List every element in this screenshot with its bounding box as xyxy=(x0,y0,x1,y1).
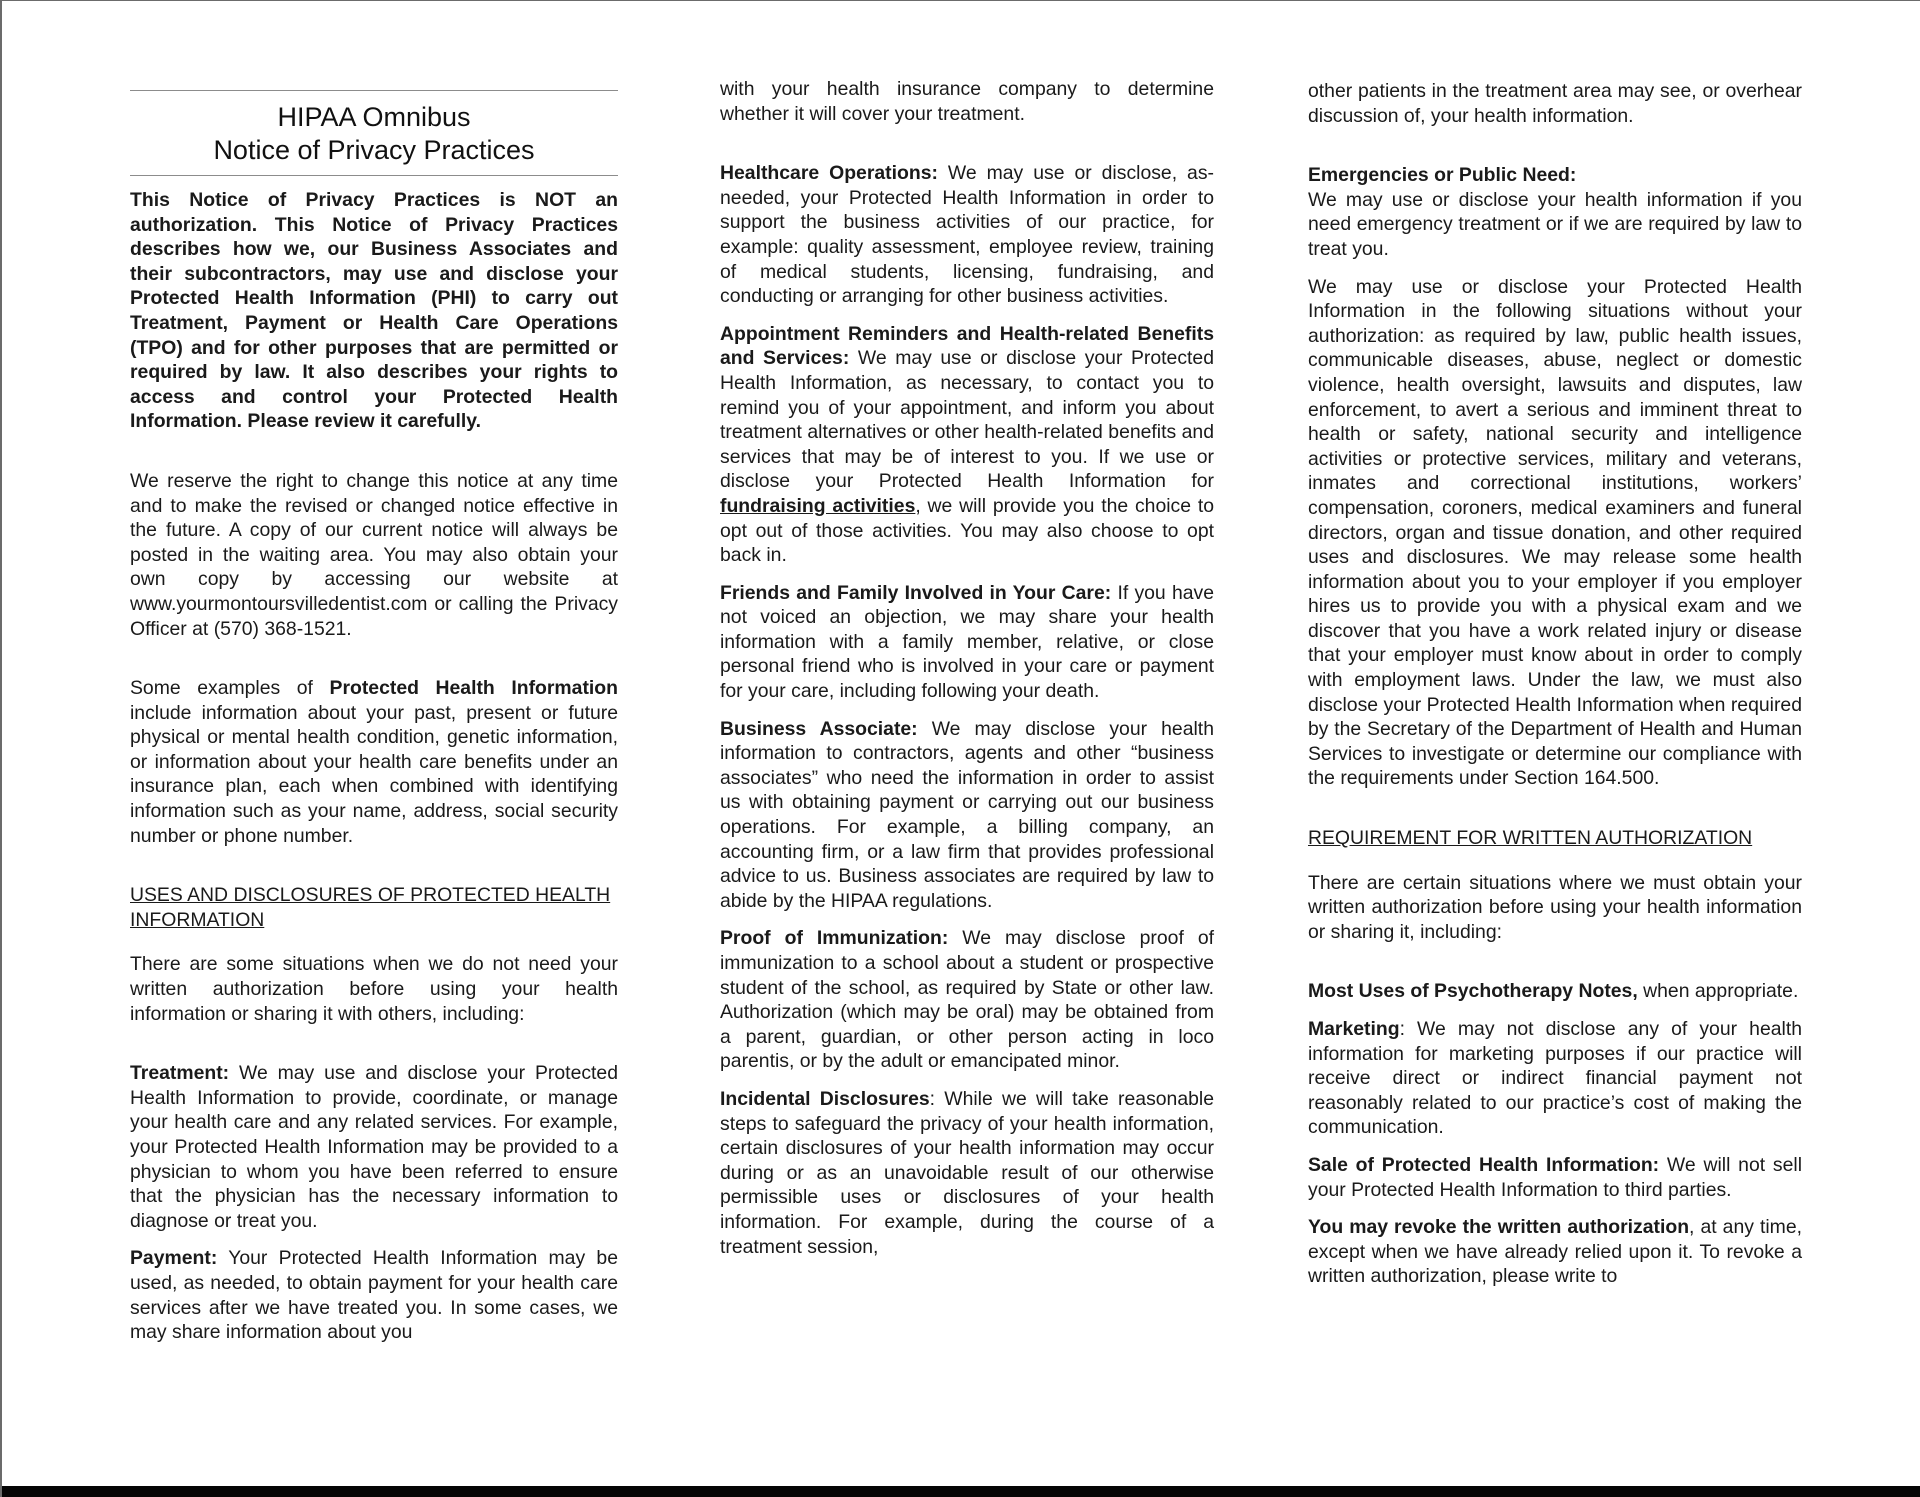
operations-paragraph xyxy=(720,161,1214,309)
document-title xyxy=(130,101,618,167)
immunization-text: We may disclose proof of immunization to a school about a student or prospective student of the school, as required by State or other law. Authorization (which may be oral) may be obtained from a parent, guardian, or other person acting in loco parentis, or by the adult or emancipated minor. xyxy=(720,927,1214,1073)
insurance-continuation: with your health insurance company to determine whether it will cover your treatment. xyxy=(720,78,1214,125)
incidental-paragraph xyxy=(720,1087,1214,1259)
payment-paragraph xyxy=(130,1246,618,1344)
business-associate-label: Business Associate: xyxy=(720,717,918,740)
psychotherapy-label: Most Uses of Psychotherapy Notes, xyxy=(1308,980,1638,1003)
uses-disclosures-heading: USES AND DISCLOSURES OF PROTECTED HEALTH INFORMATION xyxy=(130,884,611,931)
friends-family-label: Friends and Family Involved in Your Care: xyxy=(720,581,1112,604)
phi-term: Protected Health Information xyxy=(329,677,618,700)
operations-text: We may use or disclose, as-needed, your Protected Health Information in order to support the business activities of our practice, for example: quality assessment, employee review, training of medical students, licensing, fundraising, and conducting or arranging for other business activities. xyxy=(720,162,1214,308)
treatment-paragraph xyxy=(130,1061,618,1233)
revoke-label: You may revoke the written authorization xyxy=(1308,1216,1690,1239)
appointment-text-after: , we will provide you the choice to opt out of those activities. You may also choose to opt back in. xyxy=(720,494,1214,567)
title-bottom-rule xyxy=(130,175,618,176)
business-associate-paragraph xyxy=(720,717,1214,914)
phi-examples-paragraph xyxy=(130,676,618,848)
psychotherapy-paragraph xyxy=(1308,979,1802,1004)
immunization-paragraph xyxy=(720,926,1214,1074)
appointment-paragraph xyxy=(720,322,1214,568)
business-associate-text: We may disclose your health information to contractors, agents and other “business associates” who need the information in order to assist us with obtaining payment or carrying out our business operations. For example, a billing company, an accounting firm, or a law firm that provides professional advice to us. Business associates are required by law to abide by the HIPAA regulations. xyxy=(720,717,1214,912)
marketing-paragraph xyxy=(1308,1017,1802,1140)
intro-paragraph: This Notice of Privacy Practices is NOT an authorization. This Notice of Privacy Practices describes how we, our Business Associates and their subcontractors, may use and disclose your Protected Health Information (PHI) to carry out Treatment, Payment or Health Care Operations (TPO) and for other purposes that are permitted or required by law. It also describes your rights to access and control your Protected Health Information. Please review it carefully. xyxy=(130,189,618,433)
title-line-2: Notice of Privacy Practices xyxy=(213,135,535,165)
immunization-label: Proof of Immunization: xyxy=(720,927,949,950)
payment-text: Your Protected Health Information may be used, as needed, to obtain payment for your health care services after we have treated you. In some cases, we may share information about you xyxy=(130,1247,618,1344)
incidental-text: : While we will take reasonable steps to safeguard the privacy of your health information, certain disclosures of your health information may occur during or as an unavoidable result of our otherwise permissible uses or disclosures of your health information. For example, during the course of a treatment session, xyxy=(720,1087,1214,1258)
written-authorization-heading: REQUIREMENT FOR WRITTEN AUTHORIZATION xyxy=(1308,827,1753,850)
phi-examples-rest: include information about your past, present or future physical or mental health condition, genetic information, or information about your health care benefits under an insurance plan, each when combined with identifying information such as your name, address, social security number or phone number. xyxy=(130,701,618,847)
column-2 xyxy=(720,77,1214,1272)
appointment-label: Appointment Reminders and Health-related Benefits and Services: xyxy=(720,322,1214,370)
marketing-label: Marketing xyxy=(1308,1018,1400,1040)
appointment-text-before: We may use or disclose your Protected Health Information, as necessary, to contact you to remind you of your appointment, and inform you about treatment alternatives or other health-related benefits and services that may be of interest to you. If we use or disclose your Protected Health Information for xyxy=(720,347,1214,493)
written-authorization-paragraph: There are certain situations where we must obtain your written authorization before using your health information or sharing it, including: xyxy=(1308,871,1802,943)
title-top-rule xyxy=(130,90,618,91)
operations-label: Healthcare Operations: xyxy=(720,162,938,185)
incidental-label: Incidental Disclosures xyxy=(720,1087,930,1110)
phi-examples-prefix: Some examples of xyxy=(130,677,330,700)
reserve-paragraph: We reserve the right to change this notice at any time and to make the revised or changed notice effective in the future. A copy of our current notice will always be posted in the waiting area. You may also obtain your own copy by accessing our website at www.yourmontoursvilledentist.com or calling the Privacy Officer at (570) 368-1521. xyxy=(130,469,618,640)
emergencies-paragraph xyxy=(1308,163,1802,261)
friends-family-paragraph xyxy=(720,581,1214,704)
emergencies-label: Emergencies or Public Need: xyxy=(1308,164,1577,187)
revoke-paragraph xyxy=(1308,1215,1802,1289)
marketing-text: : We may not disclose any of your health information for marketing purposes if our practice will receive direct or indirect financial payment not reasonably related to our practice’s cost of making the communication. xyxy=(1308,1018,1802,1139)
scan-bottom-edge xyxy=(2,1486,1920,1497)
sale-text: We will not sell your Protected Health Information to third parties. xyxy=(1308,1153,1802,1201)
psychotherapy-text: when appropriate. xyxy=(1637,980,1799,1003)
column-3 xyxy=(1308,79,1802,1302)
payment-label: Payment: xyxy=(130,1247,218,1270)
title-line-1: HIPAA Omnibus xyxy=(277,102,471,132)
treatment-text: We may use and disclose your Protected Health Information to provide, coordinate, or manage your health care and any related services. For example, your Protected Health Information may be provided to a physician to whom you have been referred to ensure that the physician has the necessary information to diagnose or treat you. xyxy=(130,1062,618,1232)
sale-label: Sale of Protected Health Information: xyxy=(1308,1153,1660,1176)
treatment-area-continuation: other patients in the treatment area may see, or overhear discussion of, your health information. xyxy=(1308,80,1802,127)
emergencies-text: We may use or disclose your health information if you need emergency treatment or if we are required by law to treat you. xyxy=(1308,188,1802,260)
column-1 xyxy=(130,90,618,1358)
situations-paragraph: There are some situations when we do not need your written authorization before using your health information or sharing it with others, including: xyxy=(130,953,618,1025)
without-authorization-paragraph: We may use or disclose your Protected Health Information in the following situations without your authorization: as required by law, public health issues, communicable diseases, abuse, neglect or domestic violence, health oversight, lawsuits and disputes, law enforcement, to avert a serious and imminent threat to health or safety, national security and intelligence activities or protective services, military and veterans, inmates and correctional institutions, workers’ compensation, coroners, medical examiners and funeral directors, organ and tissue donation, and other required uses and disclosures. We may release some health information about you to your employer if you employer hires us to provide you with a physical exam and we discover that you have a work related injury or disease that your employer must know about in order to comply with employment laws. Under the law, we must also disclose your Protected Health Information when required by the Secretary of the Department of Health and Human Services to investigate or determine our compliance with the requirements under Section 164.500. xyxy=(1308,275,1802,790)
fundraising-activities-term: fundraising activities xyxy=(720,494,916,517)
sale-paragraph xyxy=(1308,1153,1802,1202)
friends-family-text: If you have not voiced an objection, we may share your health information with a family member, relative, or close personal friend who is involved in your care or payment for your care, including following your death. xyxy=(720,581,1214,703)
revoke-text: , at any time, except when we have already relied upon it. To revoke a written authorization, please write to xyxy=(1308,1216,1802,1288)
treatment-label: Treatment: xyxy=(130,1062,230,1085)
